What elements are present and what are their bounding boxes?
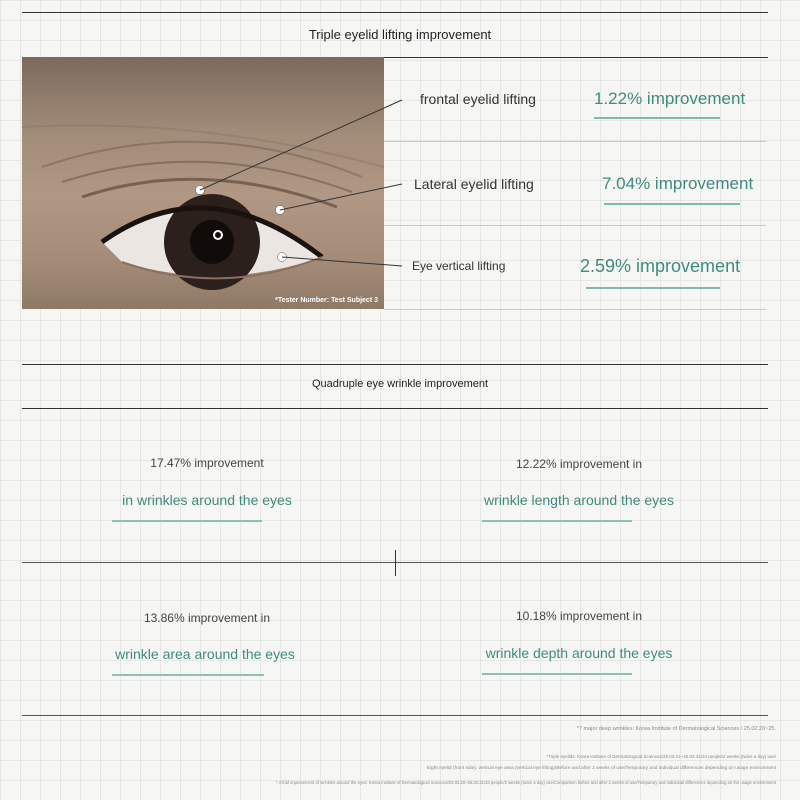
stat-underline-area bbox=[112, 674, 264, 676]
section2-top-rule bbox=[22, 364, 768, 365]
metric-value-frontal: 1.22% improvement bbox=[594, 89, 746, 108]
section1-title: Triple eyelid lifting improvement bbox=[308, 27, 492, 42]
grid-vertical-divider bbox=[395, 550, 396, 576]
metric-underline-frontal bbox=[594, 117, 720, 119]
stat-bottom-area: wrinkle area around the eyes bbox=[115, 646, 295, 662]
footer-rule bbox=[22, 715, 768, 716]
stat-top-area: 13.86% improvement in bbox=[143, 611, 271, 625]
lateral-pointer-line bbox=[280, 184, 402, 210]
photo-caption: *Tester Number: Test Subject 3 bbox=[275, 297, 378, 304]
footnote-eyelid-detail: Eight eyelid (front side), vertical eye area (vertical eye lifting)/Before and after 2 weeks of use/Temporary and individual differences depending on usage environment bbox=[426, 766, 776, 771]
stat-bottom-wrinkles: in wrinkles around the eyes bbox=[122, 492, 292, 508]
stat-top-depth: 10.18% improvement in bbox=[515, 609, 643, 623]
metric-value-lateral: 7.04% improvement bbox=[602, 174, 754, 193]
metric-underline-lateral bbox=[604, 203, 740, 205]
metric-label-frontal: frontal eyelid lifting bbox=[420, 91, 536, 107]
stat-underline-depth bbox=[482, 673, 632, 675]
metric-underline-vertical bbox=[586, 287, 720, 289]
stat-underline-wrinkles bbox=[112, 520, 262, 522]
footnote-wrinkles: *7 major deep wrinkles: Korea Institute of Dermatological Sciences / 25.02.20~25. bbox=[576, 726, 776, 732]
metric-label-lateral: Lateral eyelid lifting bbox=[414, 176, 534, 192]
stat-bottom-length: wrinkle length around the eyes bbox=[484, 492, 674, 508]
section2-title: Quadruple eye wrinkle improvement bbox=[311, 378, 489, 390]
stat-bottom-depth: wrinkle depth around the eyes bbox=[485, 645, 673, 661]
footnote-triple-eyelids: *Triple eyelids: Korea Institute of Dermatological Sciences/25.03.21~25.03.31/24 people/2 weeks (twice a day) use/ bbox=[546, 754, 776, 759]
metric-separator bbox=[384, 141, 766, 142]
stat-top-length: 12.22% improvement in bbox=[515, 457, 643, 471]
stat-underline-length bbox=[482, 520, 632, 522]
stat-top-wrinkles: 17.47% improvement bbox=[150, 456, 264, 470]
metric-separator bbox=[384, 309, 766, 310]
metric-value-vertical: 2.59% improvement bbox=[580, 256, 741, 276]
footnote-four-fold: * 4-fold improvement of wrinkles around the eyes: Korea Institute of Dermatological Sciences/25.03.20~25.03.31/33 people/2 weeks (twice a day) use/Comparison before and after 2 weeks of use/Temporary and individual differences depending on the usage environment bbox=[275, 780, 776, 785]
section2-bottom-rule bbox=[22, 408, 768, 409]
vertical-pointer-line bbox=[282, 257, 402, 266]
metric-label-vertical: Eye vertical lifting bbox=[412, 259, 506, 273]
metric-separator bbox=[384, 225, 766, 226]
frontal-pointer-line bbox=[200, 100, 402, 190]
